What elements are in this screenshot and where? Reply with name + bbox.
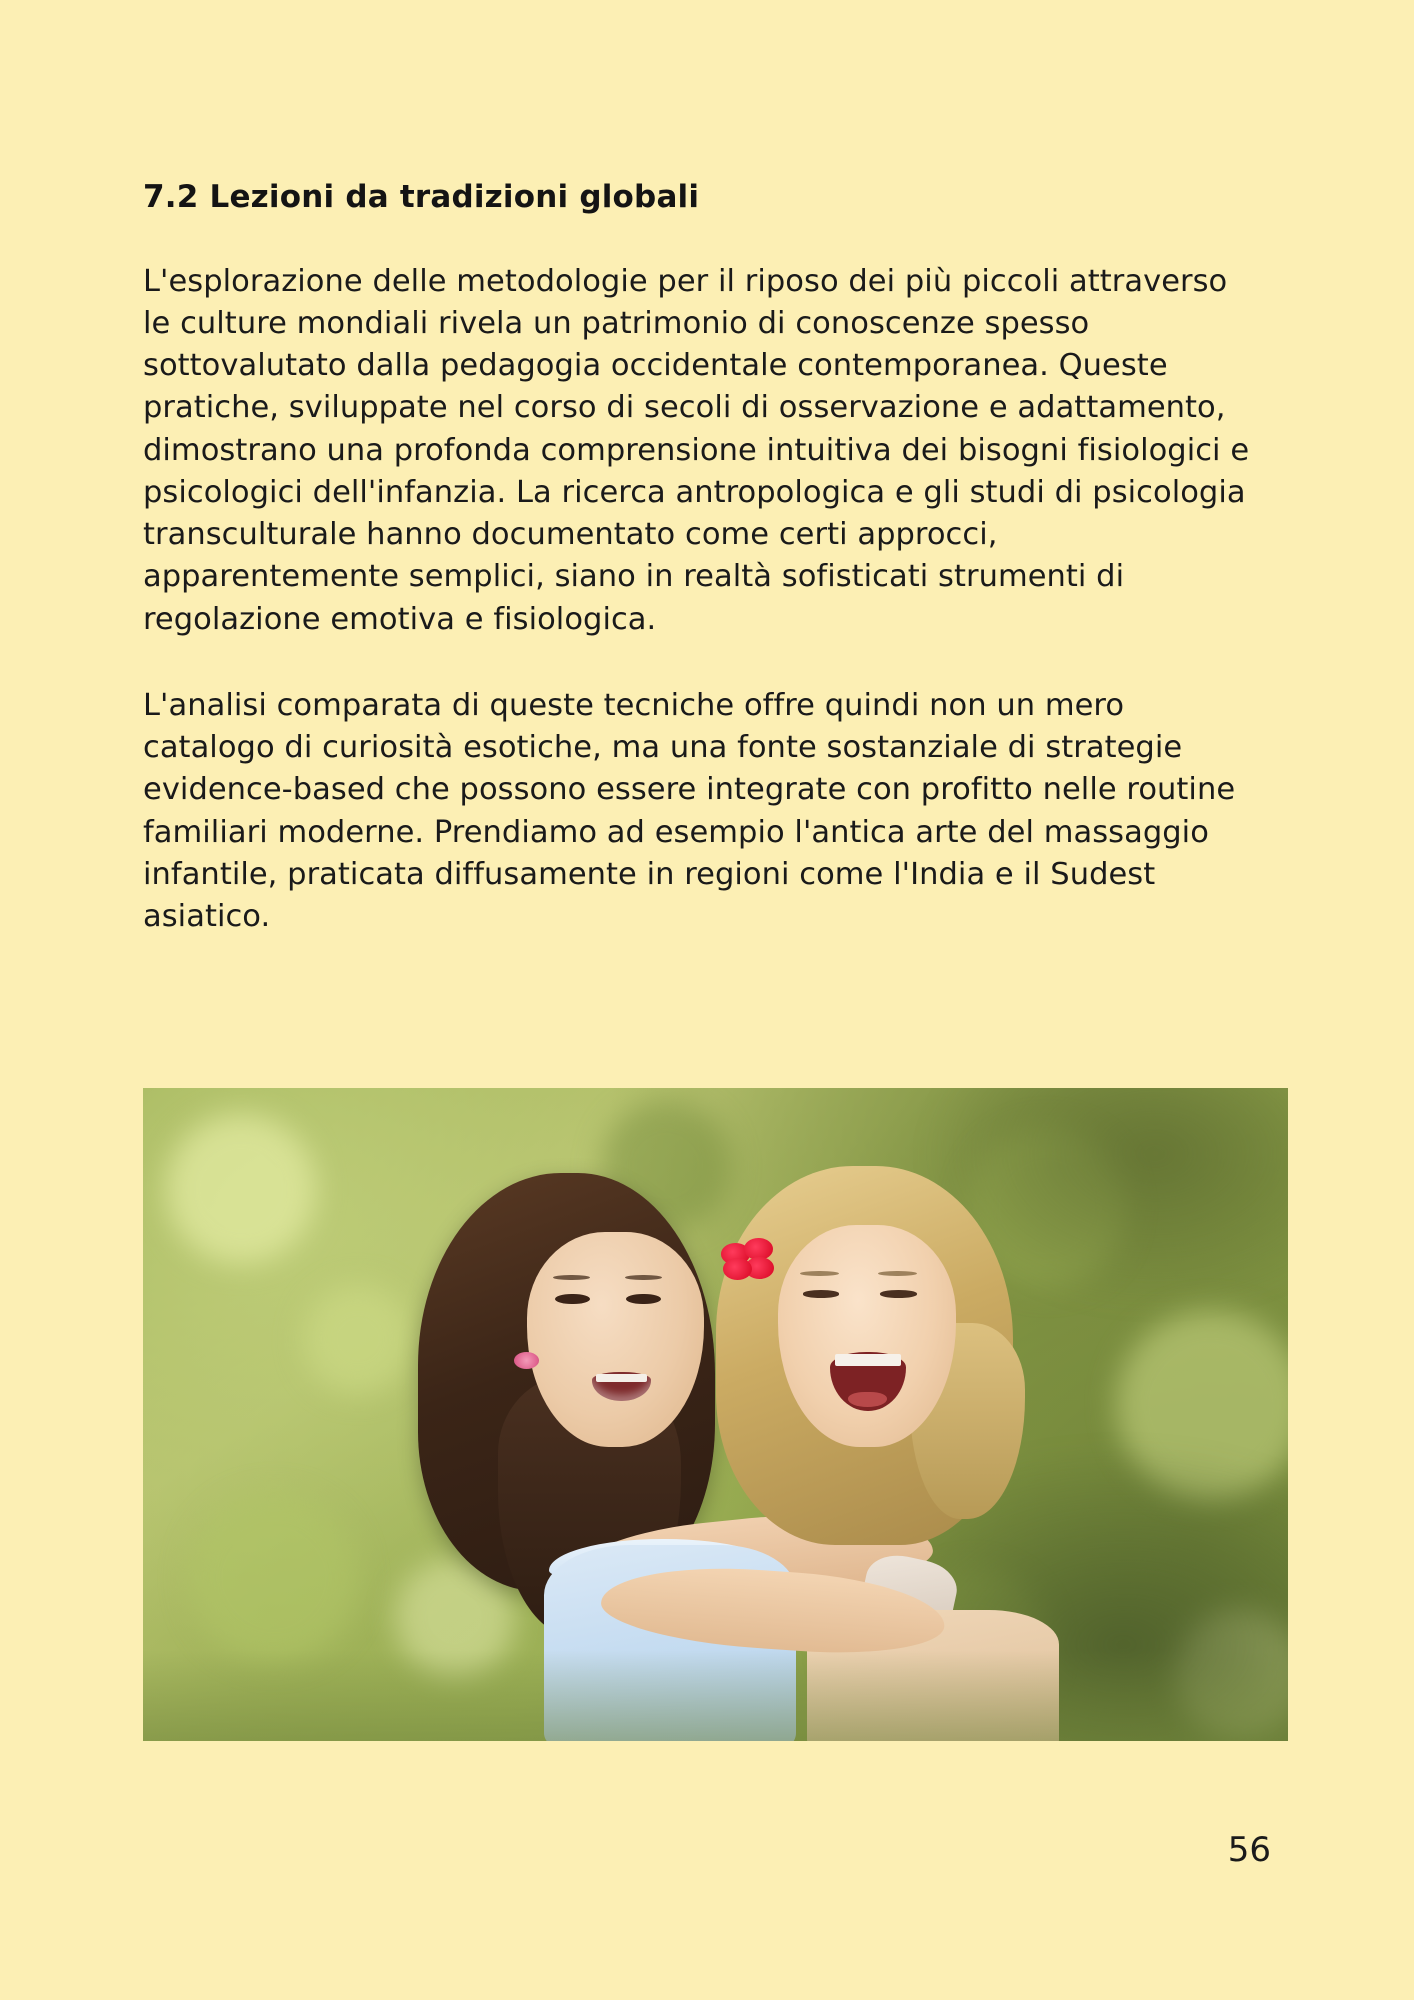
- child-left-eyebrow: [553, 1275, 590, 1280]
- page-number: 56: [1227, 1830, 1271, 1870]
- child-left-face: [527, 1232, 704, 1447]
- child-left-eye: [555, 1294, 589, 1304]
- child-right-face: [778, 1225, 955, 1447]
- child-right-teeth: [835, 1354, 901, 1366]
- body-paragraph-2: L'analisi comparata di queste tecniche offre quindi non un mero catalogo di curiosità esotiche, ma una fonte sostanziale di strategie evidence-based che possono essere integrate con profitto nelle routine familiari moderne. Prendiamo ad esempio l'antica arte del massaggio infantile, praticata diffusamente in regioni come l'India e il Sudest asiatico.: [143, 687, 1236, 935]
- child-right-eyebrow: [878, 1271, 917, 1276]
- page-title: 7.2 Lezioni da tradizioni globali: [143, 179, 700, 215]
- photo-vignette: [143, 1650, 1288, 1741]
- child-right-eye: [803, 1290, 840, 1297]
- body-paragraph-1: L'esplorazione delle metodologie per il riposo dei più piccoli attraverso le culture mondiali rivela un patrimonio di conoscenze spesso sottovalutato dalla pedagogia occidentale contemporanea. Queste pratiche, sviluppate nel corso di secoli di osservazione e adattamento, dimostrano una profonda comprensione intuitiva dei bisogni fisiologici e psicologici dell'infanzia. La ricerca antropologica e gli studi di psicologia transculturale hanno documentato come certi approcci, apparentemente semplici, siano in realtà sofisticati strumenti di regolazione emotiva e fisiologica.: [143, 263, 1250, 637]
- child-left-teeth: [596, 1374, 646, 1382]
- text-content: [143, 178, 1273, 938]
- child-right-eye: [880, 1290, 917, 1297]
- hair-flower-icon: [721, 1238, 774, 1278]
- children-group: [143, 1088, 1288, 1741]
- child-left-eyebrow: [625, 1275, 662, 1280]
- photo-children-hugging: [143, 1088, 1288, 1741]
- child-left-eye: [626, 1294, 660, 1304]
- figure-photo: [143, 1088, 1288, 1741]
- child-right-eyebrow: [800, 1271, 839, 1276]
